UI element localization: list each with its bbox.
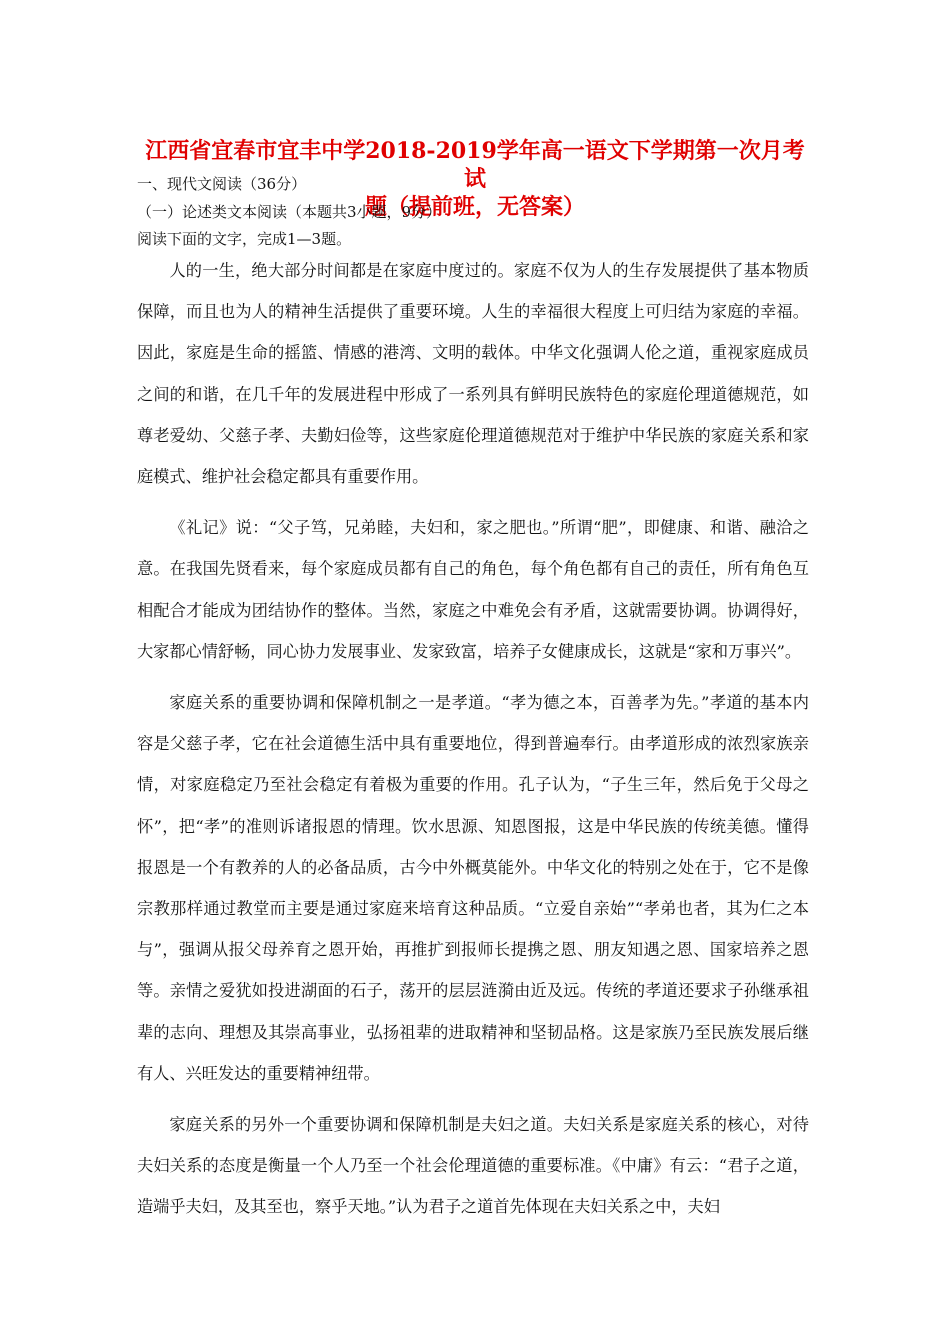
- section-heading: 一、现代文阅读（36分）: [137, 175, 307, 193]
- paragraph: 家庭关系的另外一个重要协调和保障机制是夫妇之道。夫妇关系是家庭关系的核心，对待夫妇关系的态度是衡量一个人乃至一个社会伦理道德的重要标准。《中庸》有云：“君子之道，造端乎夫妇，及其至也，察乎天地。”认为君子之道首先体现在夫妇关系之中，夫妇: [137, 1115, 809, 1217]
- paragraph: 《礼记》说：“父子笃，兄弟睦，夫妇和，家之肥也。”所谓“肥”，即健康、和谐、融洽之意。在我国先贤看来，每个家庭成员都有自己的角色，每个角色都有自己的责任，所有角色互相配合才能成为团结协作的整体。当然，家庭之中难免会有矛盾，这就需要协调。协调得好，大家都心情舒畅，同心协力发展事业、发家致富，培养子女健康成长，这就是“家和万事兴”。: [137, 518, 809, 661]
- title-line-1: 江西省宜春市宜丰中学2018-2019学年高一语文下学期第一次月考试: [145, 137, 805, 192]
- title-line-2: 题（提前班，无答案）: [364, 193, 585, 220]
- reading-instruction: 阅读下面的文字，完成1—3题。: [137, 230, 352, 248]
- paragraph: 人的一生，绝大部分时间都是在家庭中度过的。家庭不仅为人的生存发展提供了基本物质保障，而且也为人的精神生活提供了重要环境。人生的幸福很大程度上可归结为家庭的幸福。因此，家庭是生命的摇篮、情感的港湾、文明的载体。中华文化强调人伦之道，重视家庭成员之间的和谐，在几千年的发展进程中形成了一系列具有鲜明民族特色的家庭伦理道德规范，如尊老爱幼、父慈子孝、夫勤妇俭等，这些家庭伦理道德规范对于维护中华民族的家庭关系和家庭模式、维护社会稳定都具有重要作用。: [137, 261, 809, 487]
- paragraph: 家庭关系的重要协调和保障机制之一是孝道。“孝为德之本，百善孝为先。”孝道的基本内容是父慈子孝，它在社会道德生活中具有重要地位，得到普遍奉行。由孝道形成的浓烈家族亲情，对家庭稳定乃至社会稳定有着极为重要的作用。孔子认为，“子生三年，然后免于父母之怀”，把“孝”的准则诉诸报恩的情理。饮水思源、知恩图报，这是中华民族的传统美德。懂得报恩是一个有教养的人的必备品质，古今中外概莫能外。中华文化的特别之处在于，它不是像宗教那样通过教堂而主要是通过家庭来培育这种品质。“立爱自亲始”“孝弟也者，其为仁之本与”，强调从报父母养育之恩开始，再推扩到报师长提携之恩、朋友知遇之恩、国家培养之恩等。亲情之爱犹如投进湖面的石子，荡开的层层涟漪由近及远。传统的孝道还要求子孙继承祖辈的志向、理想及其崇高事业，弘扬祖辈的进取精神和坚韧品格。这是家族乃至民族发展后继有人、兴旺发达的重要精神纽带。: [137, 693, 809, 1083]
- passage: [137, 250, 809, 1238]
- subsection-heading: （一）论述类文本阅读（本题共3小题，9分）: [137, 203, 442, 221]
